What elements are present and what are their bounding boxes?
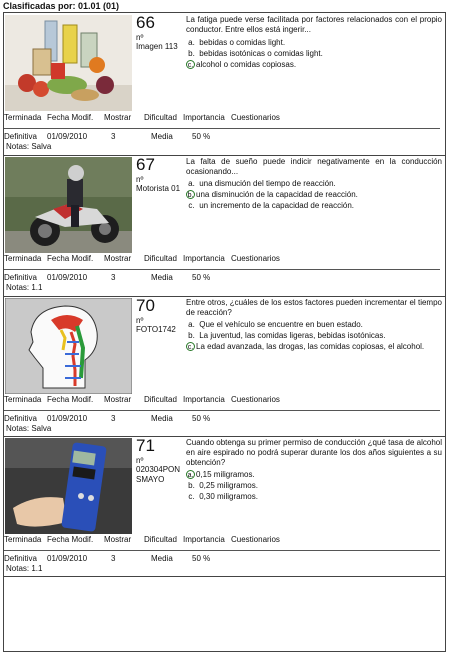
- divider: [4, 550, 440, 551]
- divider: [4, 410, 440, 411]
- option-letter: a.: [188, 320, 195, 329]
- date-value: 01/09/2010: [47, 554, 88, 563]
- col-dificultad: Dificultad: [144, 254, 177, 263]
- show-value: 3: [111, 273, 116, 282]
- notes: Notas: 1.1: [6, 283, 43, 292]
- status-value: Definitiva: [4, 554, 37, 563]
- question-text: La falta de sueño puede indicir negativamente en la conducción ocasionando...: [186, 157, 442, 176]
- image-code: Motorista 01: [136, 184, 181, 193]
- importance-value: 50 %: [192, 273, 211, 282]
- question-text: La fatiga puede verse facilitada por factores relacionados con el propio conductor. Entre ellos está ingerir...: [186, 15, 442, 34]
- col-fecha: Fecha Modif.: [47, 113, 94, 122]
- option-text: bebidas isotónicas o comidas light.: [199, 49, 323, 58]
- number-label: nº: [136, 456, 144, 465]
- correct-option-marker: a.: [187, 472, 194, 479]
- option-letter: c.: [188, 492, 195, 501]
- difficulty-value: Media: [151, 273, 173, 282]
- notes: Notas: Salva: [6, 424, 52, 433]
- page-header: Clasificadas por: 01.01 (01): [3, 1, 120, 11]
- col-terminada: Terminada: [4, 395, 42, 404]
- option-text: una disminución de la capacidad de reacción.: [196, 190, 358, 199]
- correct-option-marker: c.: [187, 344, 194, 351]
- show-value: 3: [111, 414, 116, 423]
- option-letter: a.: [188, 38, 195, 47]
- date-value: 01/09/2010: [47, 414, 88, 423]
- option-text: una dismución del tiempo de reacción.: [199, 179, 336, 188]
- option-letter: c.: [188, 201, 195, 210]
- col-terminada: Terminada: [4, 254, 42, 263]
- col-fecha: Fecha Modif.: [47, 535, 94, 544]
- question-block-70: [4, 296, 445, 437]
- correct-option-marker: c.: [187, 62, 194, 69]
- difficulty-value: Media: [151, 414, 173, 423]
- option-text: bebidas o comidas light.: [199, 38, 286, 47]
- option-text: alcohol o comidas copiosas.: [196, 60, 297, 69]
- option-a: [186, 38, 285, 48]
- date-value: 01/09/2010: [47, 273, 88, 282]
- image-code: Imagen 113: [136, 42, 178, 51]
- option-text: 0,30 miligramos.: [199, 492, 258, 501]
- option-c-correct: [186, 342, 424, 352]
- option-c: [186, 201, 354, 211]
- photo-motorcyclist: [5, 157, 132, 253]
- col-cuestionarios: Cuestionarios: [231, 254, 280, 263]
- correct-option-marker: b.: [187, 192, 194, 199]
- option-c-correct: [186, 60, 296, 70]
- col-dificultad: Dificultad: [144, 113, 177, 122]
- col-importancia: Importancia: [183, 535, 225, 544]
- option-a: [186, 320, 363, 330]
- option-a-correct: [186, 470, 255, 480]
- show-value: 3: [111, 554, 116, 563]
- question-block-67: [4, 155, 445, 297]
- option-a: [186, 179, 336, 189]
- option-letter: a.: [188, 179, 195, 188]
- show-value: 3: [111, 132, 116, 141]
- col-terminada: Terminada: [4, 113, 42, 122]
- number-label: nº: [136, 316, 144, 325]
- col-cuestionarios: Cuestionarios: [231, 395, 280, 404]
- notes: Notas: Salva: [6, 142, 52, 151]
- col-fecha: Fecha Modif.: [47, 395, 94, 404]
- question-sheet: [3, 12, 446, 652]
- question-number: 71: [136, 436, 155, 455]
- status-value: Definitiva: [4, 273, 37, 282]
- option-text: un incremento de la capacidad de reacción.: [199, 201, 354, 210]
- difficulty-value: Media: [151, 132, 173, 141]
- col-cuestionarios: Cuestionarios: [231, 535, 280, 544]
- option-b: [186, 49, 323, 59]
- importance-value: 50 %: [192, 132, 211, 141]
- col-cuestionarios: Cuestionarios: [231, 113, 280, 122]
- col-importancia: Importancia: [183, 395, 225, 404]
- question-text: Cuando obtenga su primer permiso de conducción ¿qué tasa de alcohol en aire espirado no podrá superar durante los dos años siguientes a su obtención?: [186, 438, 442, 467]
- question-block-71: [4, 436, 445, 577]
- number-label: nº: [136, 175, 144, 184]
- option-b-correct: [186, 190, 358, 200]
- photo-breathalyzer: [5, 438, 132, 534]
- photo-food-drinks: [5, 15, 132, 111]
- col-mostrar: Mostrar: [104, 113, 132, 122]
- importance-value: 50 %: [192, 414, 211, 423]
- col-importancia: Importancia: [183, 113, 225, 122]
- col-mostrar: Mostrar: [104, 395, 132, 404]
- divider: [4, 269, 440, 270]
- col-importancia: Importancia: [183, 254, 225, 263]
- date-value: 01/09/2010: [47, 132, 88, 141]
- option-text: Que el vehículo se encuentre en buen estado.: [199, 320, 363, 329]
- status-value: Definitiva: [4, 132, 37, 141]
- option-text: La juventud, las comidas ligeras, bebidas isotónicas.: [199, 331, 386, 340]
- question-text: Entre otros, ¿cuáles de los estos factores pueden incrementar el tiempo de reacción?: [186, 298, 442, 317]
- divider: [4, 128, 440, 129]
- number-label: nº: [136, 33, 144, 42]
- question-number: 70: [136, 296, 155, 315]
- option-text: 0,25 miligramos.: [199, 481, 258, 490]
- col-mostrar: Mostrar: [104, 535, 132, 544]
- option-letter: b.: [188, 331, 195, 340]
- image-code: FOTO1742: [136, 325, 176, 334]
- col-terminada: Terminada: [4, 535, 42, 544]
- question-number: 67: [136, 155, 155, 174]
- difficulty-value: Media: [151, 554, 173, 563]
- photo-head-diagram: [5, 298, 132, 394]
- option-letter: b.: [188, 481, 195, 490]
- status-value: Definitiva: [4, 414, 37, 423]
- option-letter: b.: [188, 49, 195, 58]
- option-text: 0,15 miligramos.: [196, 470, 255, 479]
- image-code: 020304PON SMAYO: [136, 465, 181, 484]
- question-number: 66: [136, 13, 155, 32]
- col-fecha: Fecha Modif.: [47, 254, 94, 263]
- col-mostrar: Mostrar: [104, 254, 132, 263]
- question-block-66: [4, 13, 445, 156]
- option-text: La edad avanzada, las drogas, las comidas copiosas, el alcohol.: [196, 342, 425, 351]
- option-c: [186, 492, 258, 502]
- col-dificultad: Dificultad: [144, 535, 177, 544]
- col-dificultad: Dificultad: [144, 395, 177, 404]
- option-b: [186, 481, 258, 491]
- notes: Notas: 1.1: [6, 564, 43, 573]
- importance-value: 50 %: [192, 554, 211, 563]
- option-b: [186, 331, 386, 341]
